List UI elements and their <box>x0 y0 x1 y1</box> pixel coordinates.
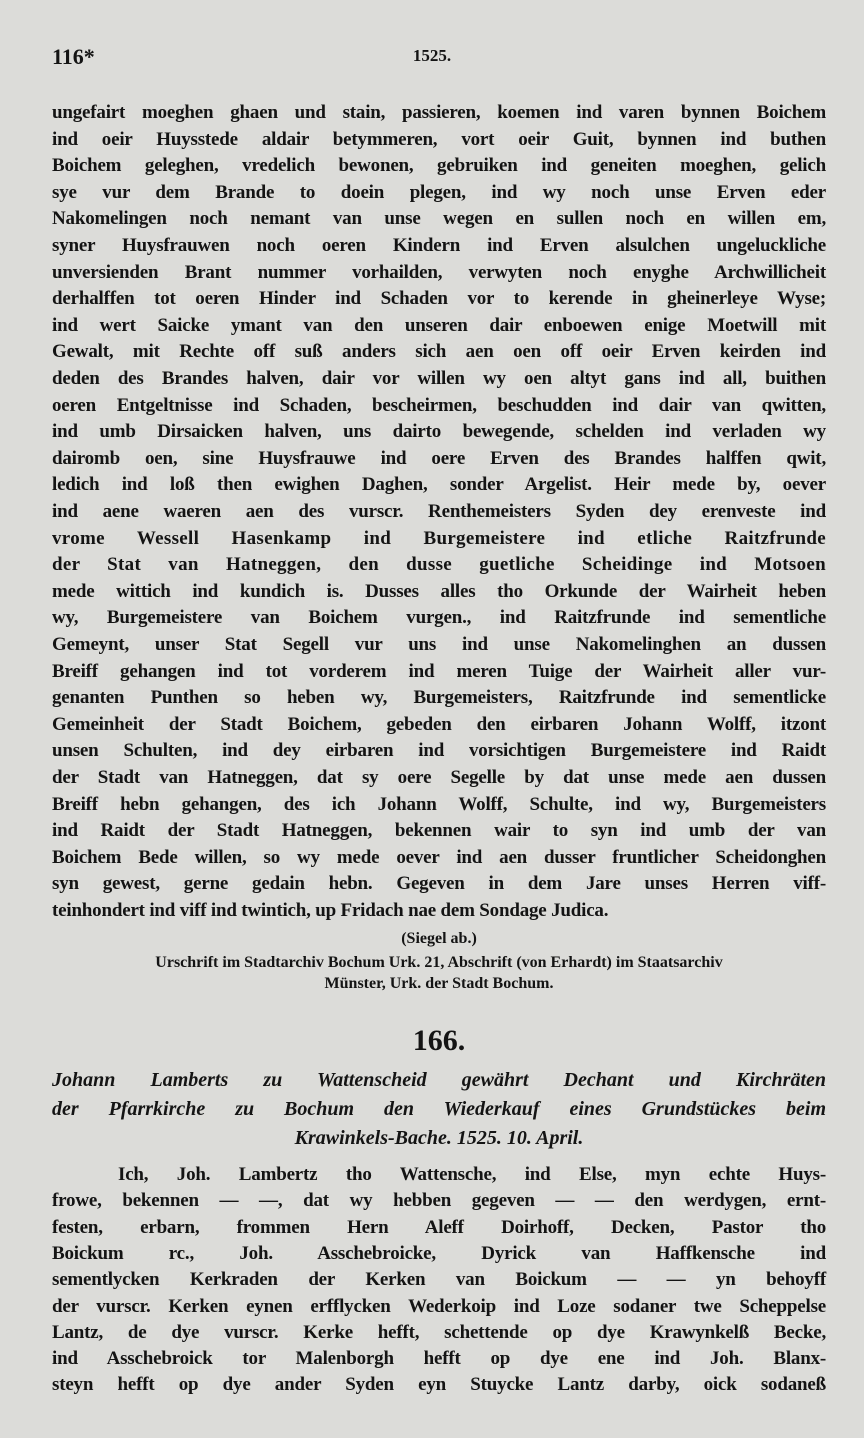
text-line: Gewalt, mit Rechte off suß anders sich aen oen off oeir Erven keirden ind <box>52 341 826 363</box>
text-line: deden des Brandes halven, dair vor willen wy oen altyt gans ind all, buithen <box>52 368 826 389</box>
text-line: Lantz, de dye vurscr. Kerke hefft, schettende op dye Krawynkelß Becke, <box>52 1321 826 1343</box>
text-line: ungefairt moeghen ghaen und stain, passieren, koemen ind varen bynnen Boichem <box>52 102 826 123</box>
document-title-line: der Pfarrkirche zu Bochum den Wiederkauf eines Grundstückes beim <box>52 1098 826 1120</box>
text-line: syn gewest, gerne gedain hebn. Gegeven in dem Jare unses Herren viff- <box>52 873 826 895</box>
text-line: Boickum rc., Joh. Asschebroicke, Dyrick van Haffkensche ind <box>52 1242 826 1264</box>
text-line: ind oeir Huysstede aldair betymmeren, vort oeir Guit, bynnen ind buthen <box>52 128 826 150</box>
document-title-line: Johann Lamberts zu Wattenscheid gewährt Dechant und Kirchräten <box>52 1069 826 1091</box>
text-line: wy, Burgemeistere van Boichem vurgen., ind Raitzfrunde ind sementliche <box>52 607 826 629</box>
text-line: sementlycken Kerkraden der Kerken van Boickum — — yn behoyff <box>52 1269 826 1291</box>
page-number: 116* <box>52 44 95 69</box>
text-line: unsen Schulten, ind dey eirbaren ind vorsichtigen Burgemeistere ind Raidt <box>52 740 826 762</box>
text-line: ledich ind loß then ewighen Daghen, sonder Argelist. Heir mede by, oever <box>52 474 826 496</box>
text-line: Ich, Joh. Lambertz tho Wattensche, ind Else, myn echte Huys- <box>118 1164 826 1185</box>
source-note-line: Urschrift im Stadtarchiv Bochum Urk. 21, Abschrift (von Erhardt) im Staatsarchiv <box>155 954 723 971</box>
text-line: Breiff gehangen ind tot vorderem ind meren Tuige der Wairheit aller vur- <box>52 660 826 682</box>
text-line: Breiff hebn gehangen, des ich Johann Wolff, Schulte, ind wy, Burgemeisters <box>52 793 826 815</box>
text-line: Gemeynt, unser Stat Segell vur uns ind unse Nakomelinghen an dussen <box>52 634 826 655</box>
text-line: ind Asschebroick tor Malenborgh hefft op dye ene ind Joh. Blanx- <box>52 1348 826 1370</box>
text-line: sye vur dem Brande to doein plegen, ind wy noch unse Erven eder <box>52 181 826 203</box>
text-line: unversienden Brant nummer vorhailden, verwyten noch enyghe Archwillicheit <box>52 261 826 283</box>
source-note-line: Münster, Urk. der Stadt Bochum. <box>324 975 554 992</box>
text-line: genanten Punthen so heben wy, Burgemeisters, Raitzfrunde ind sementlicke <box>52 687 826 709</box>
text-line: Nakomelingen noch nemant van unse wegen en sullen noch en willen em, <box>52 208 826 230</box>
seal-note: (Siegel ab.) <box>401 930 477 947</box>
text-line: ind wert Saicke ymant van den unseren dair enboewen enige Moetwill mit <box>52 314 826 336</box>
text-line: dairomb oen, sine Huysfrauwe ind oere Erven des Brandes halffen qwit, <box>52 447 826 469</box>
text-line: ind aene waeren aen des vurscr. Renthemeisters Syden dey erenveste ind <box>52 501 826 522</box>
running-header-year: 1525. <box>412 46 452 65</box>
text-line: Gemeinheit der Stadt Boichem, gebeden den eirbaren Johann Wolff, itzont <box>52 713 826 735</box>
text-line: mede wittich ind kundich is. Dusses alles tho Orkunde der Wairheit heben <box>52 580 826 602</box>
text-line: Boichem Bede willen, so wy mede oever ind aen dusser fruntlicher Scheidonghen <box>52 846 826 868</box>
text-line: oeren Entgeltnisse ind Schaden, bescheirmen, beschudden ind dair van qwitten, <box>52 394 826 416</box>
text-line: der vurscr. Kerken eynen erfflycken Wederkoip ind Loze sodaner twe Scheppelse <box>52 1295 826 1317</box>
text-line: ind Raidt der Stadt Hatneggen, bekennen wair to syn ind umb der van <box>52 820 826 842</box>
text-line: teinhondert ind viff ind twintich, up Fridach nae dem Sondage Judica. <box>52 900 609 921</box>
text-line: Boichem geleghen, vredelich bewonen, gebruiken ind geneiten moeghen, gelich <box>52 155 826 177</box>
text-line: steyn hefft op dye ander Syden eyn Stuycke Lantz darby, oick sodaneß <box>52 1374 826 1396</box>
text-line: vrome Wessell Hasenkamp ind Burgemeistere ind etliche Raitzfrunde <box>52 527 826 549</box>
text-line: frowe, bekennen — —, dat wy hebben gegeven — — den werdygen, ernt- <box>52 1190 826 1212</box>
text-line: derhalffen tot oeren Hinder ind Schaden vor to kerende in gheinerleye Wyse; <box>52 288 826 310</box>
text-line: der Stat van Hatneggen, den dusse guetliche Scheidinge ind Motsoen <box>52 554 826 576</box>
document-title-line: Krawinkels-Bache. 1525. 10. April. <box>294 1127 584 1149</box>
text-line: ind umb Dirsaicken halven, uns dairto bewegende, schelden ind verladen wy <box>52 421 826 443</box>
text-line: der Stadt van Hatneggen, dat sy oere Segelle by dat unse mede aen dussen <box>52 767 826 788</box>
text-line: syner Huysfrauwen noch oeren Kindern ind Erven alsulchen ungeluckliche <box>52 235 826 256</box>
document-number: 166. <box>412 1024 466 1057</box>
text-line: festen, erbarn, frommen Hern Aleff Doirhoff, Decken, Pastor tho <box>52 1216 826 1238</box>
